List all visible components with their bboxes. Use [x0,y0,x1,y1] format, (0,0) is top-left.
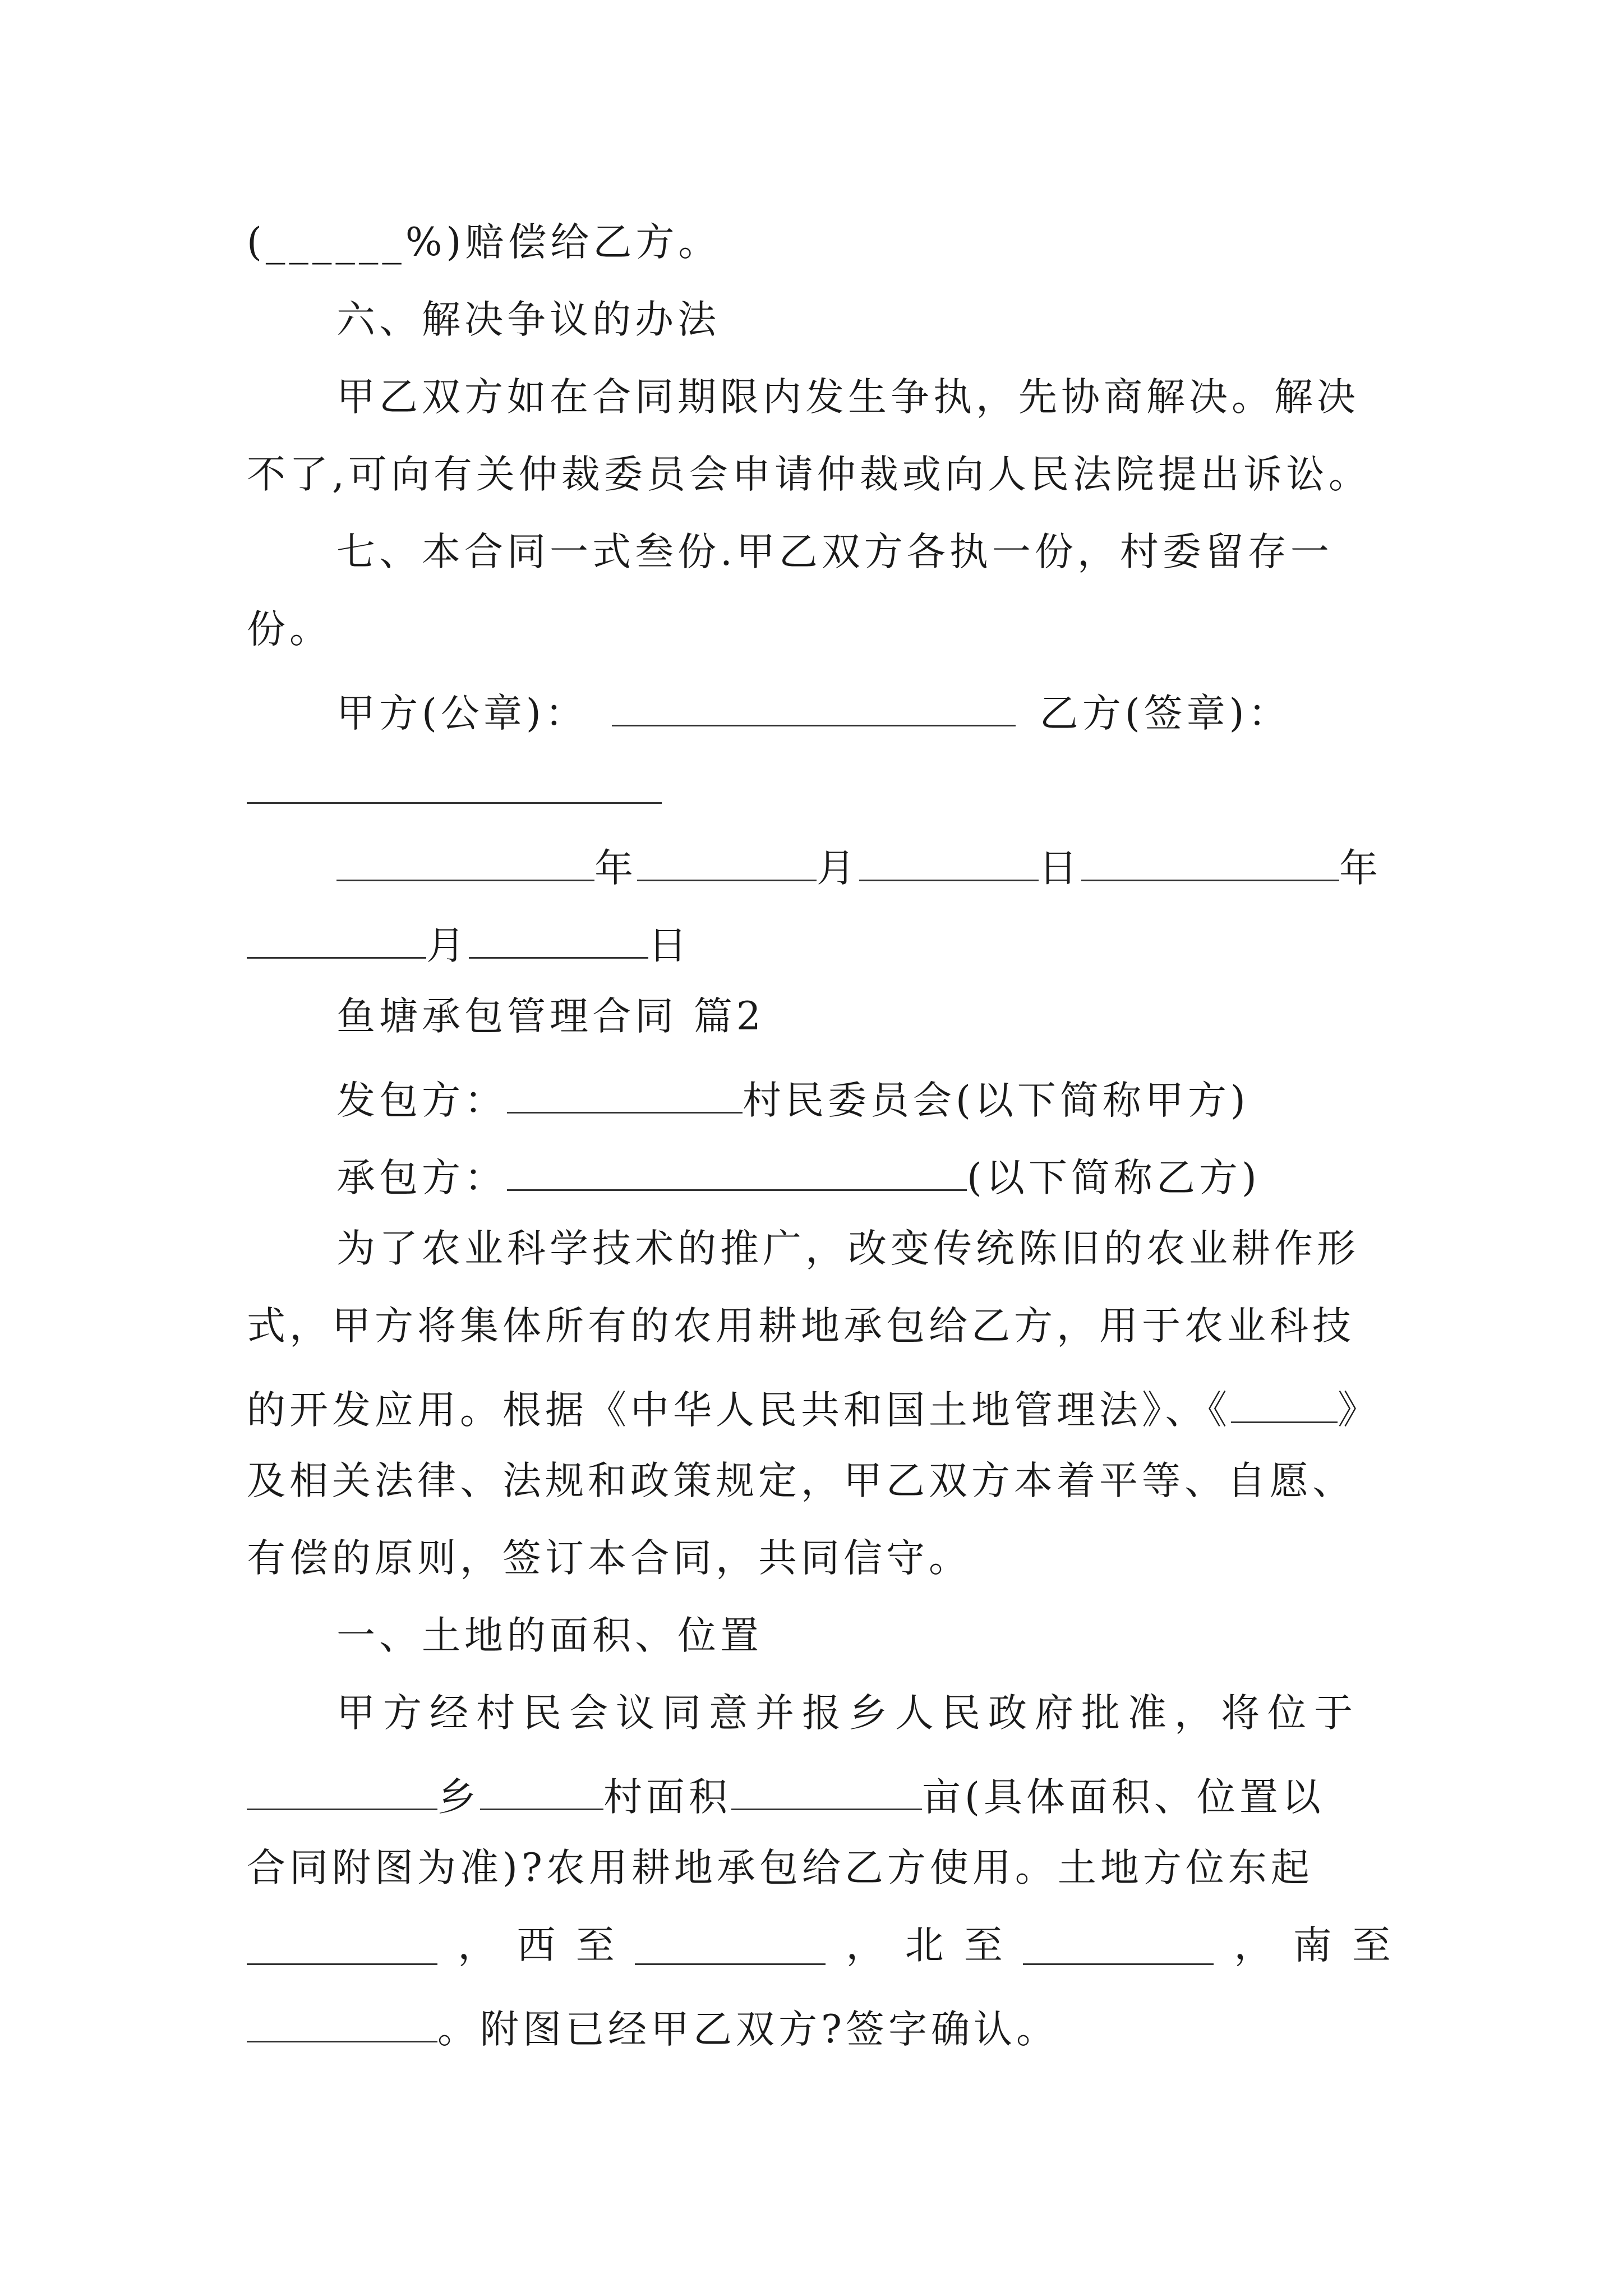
paragraph-line [247,1772,1391,1820]
text-segment: 南 [1293,1923,1332,1968]
paragraph-line: 不了,可向有关仲裁委员会申请仲裁或向人民法院提出诉讼。 [247,452,1371,497]
contract-title: 鱼塘承包管理合同 篇2 [336,994,765,1039]
paragraph-line [247,1384,1391,1433]
paragraph-line: 为了农业科学技术的推广，改变传统陈旧的农业耕作形 [336,1226,1359,1271]
area-blank [731,1772,922,1810]
boundary-line [247,1923,1391,1968]
day-blank [469,920,648,959]
text-segment: 北 [905,1923,944,1968]
text-segment: 亩(具体面积、位置以 [922,1775,1325,1820]
contractee-suffix: (以下简称乙方) [967,1156,1261,1200]
text-segment: ， [1234,1923,1273,1968]
party-b-blank-line [247,765,1391,811]
paragraph-line: 份。 [247,607,332,652]
contractor-suffix: 村民委员会(以下简称甲方) [743,1078,1249,1123]
contractor-blank [507,1075,743,1114]
text-segment: 》 [1338,1388,1380,1433]
text-segment: 至 [1352,1923,1391,1968]
month-blank [247,920,426,959]
contractee-label: 承包方： [336,1156,507,1200]
village-blank [480,1772,603,1810]
contractee-blank [507,1152,967,1191]
contractee-line [336,1152,1391,1198]
paragraph-line: 及相关法律、法规和政策规定，甲乙双方本着平等、自愿、 [247,1458,1355,1503]
year-label: 年 [1339,846,1382,891]
year-label: 年 [594,846,637,891]
contractor-label: 发包方： [336,1078,507,1123]
year-blank [336,843,594,881]
text-segment: 。附图已经甲乙双方?签字确认。 [437,2007,1059,2052]
paragraph-line: 甲方经村民会议同意并报乡人民政府批准，将位于 [336,1691,1361,1736]
section-heading-land: 一、土地的面积、位置 [336,1613,763,1658]
signature-line [336,688,1391,736]
contractor-line [336,1075,1391,1123]
paragraph-line: 有偿的原则，签订本合同，共同信守。 [247,1536,971,1581]
paragraph-line [247,2004,1391,2052]
law-name-blank [1231,1384,1338,1423]
day-label: 日 [1039,846,1081,891]
paragraph-line: 式，甲方将集体所有的农用耕地承包给乙方，用于农业科技 [247,1304,1355,1349]
north-blank [1023,1926,1214,1965]
text-segment: 乡 [437,1775,480,1820]
text-segment: 至 [963,1923,1003,1968]
party-a-label: 甲方(公章)： [336,691,588,736]
section-heading-dispute: 六、解决争议的办法 [336,297,720,342]
party-b-label: 乙方(签章)： [1039,691,1291,736]
day-label: 日 [648,923,691,968]
text-segment: 的开发应用。根据《中华人民共和国土地管理法》、《 [247,1388,1231,1433]
paragraph-line: 甲乙双方如在合同期限内发生争执，先协商解决。解决 [336,375,1359,420]
township-blank [247,1772,437,1810]
month-label: 月 [426,923,469,968]
text-segment: ， [458,1923,497,1968]
text-segment: ， [846,1923,885,1968]
text-segment: 村面积 [603,1775,731,1820]
date-line [247,920,1391,968]
party-a-blank [612,688,1016,726]
west-blank [635,1926,826,1965]
east-blank [247,1926,437,1965]
month-label: 月 [817,846,859,891]
clause-5-end: (______%)赔偿给乙方。 [247,220,721,265]
paragraph-line: 合同附图为准)?农用耕地承包给乙方使用。土地方位东起 [247,1846,1313,1890]
south-blank [247,2004,437,2042]
year-blank [1081,843,1339,881]
date-line [336,843,1391,891]
text-segment: 至 [575,1923,615,1968]
day-blank [859,843,1039,881]
month-blank [637,843,817,881]
paragraph-line: 七、本合同一式叁份.甲乙双方各执一份，村委留存一 [336,530,1333,574]
text-segment: 西 [517,1923,556,1968]
party-b-blank [247,765,662,804]
